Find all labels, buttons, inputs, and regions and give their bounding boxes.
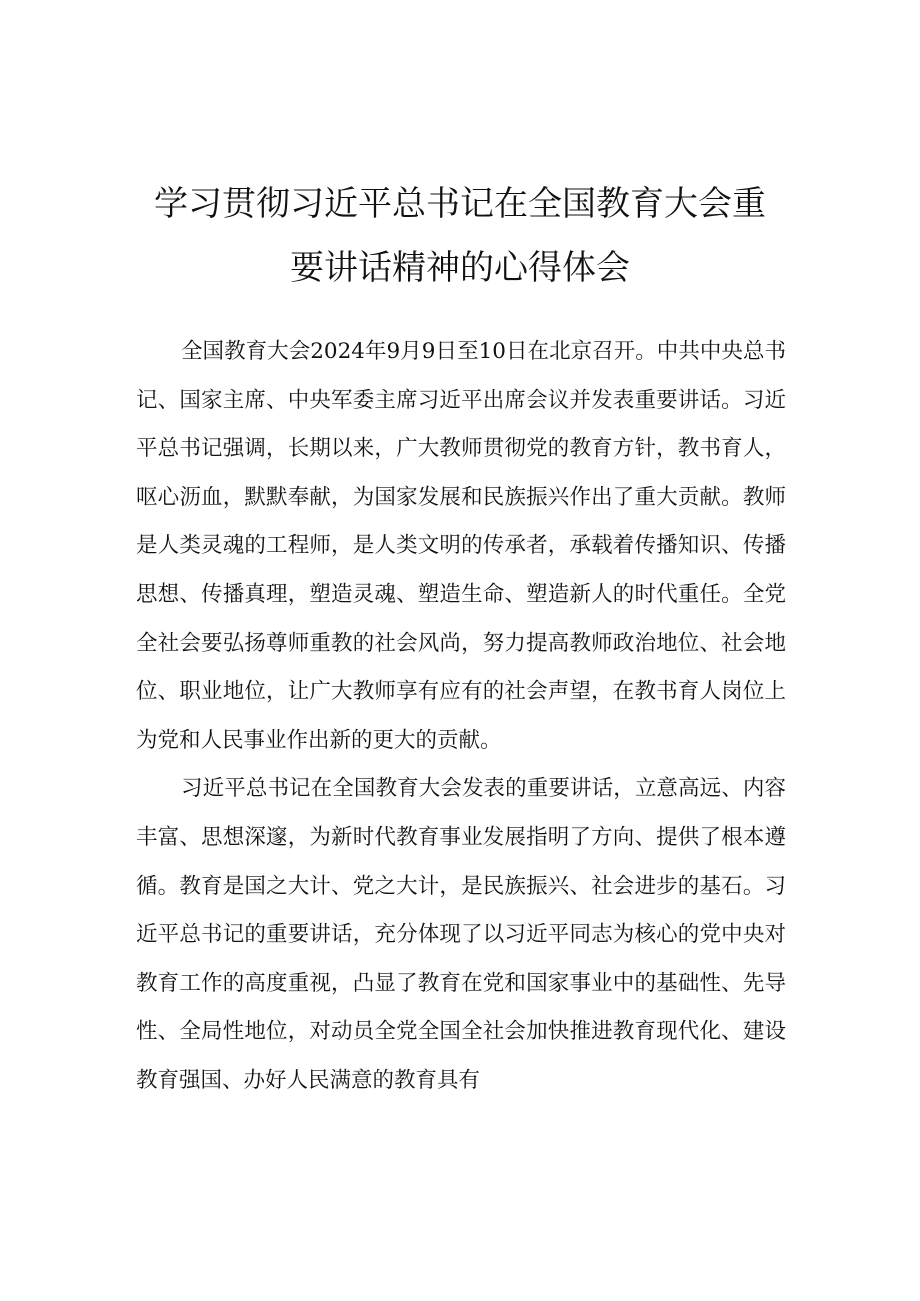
paragraph-2: 习近平总书记在全国教育大会发表的重要讲话，立意高远、内容丰富、思想深邃，为新时代教育事业发展指明了方向、提供了根本遵循。教育是国之大计、党之大计，是民族振兴、社会进步的基石。习近平总书记的重要讲话，充分体现了以习近平同志为核心的党中央对教育工作的高度重视，凸显了教育在党和国家事业中的基础性、先导性、全局性地位，对动员全党全国全社会加快推进教育现代化、建设教育强国、办好人民满意的教育具有: [136, 776, 786, 1093]
document-title: [130, 172, 790, 300]
title-line-1: 学习贯彻习近平总书记在全国教育大会重: [154, 184, 766, 224]
document-body: [136, 328, 786, 1106]
title-line-2: 要讲话精神的心得体会: [290, 248, 630, 288]
paragraph-1: 全国教育大会2024年9月9日至10日在北京召开。中共中央总书记、国家主席、中央军委主席习近平出席会议并发表重要讲话。习近平总书记强调，长期以来，广大教师贯彻党的教育方针，教书育人，呕心沥血，默默奉献，为国家发展和民族振兴作出了重大贡献。教师是人类灵魂的工程师，是人类文明的传承者，承载着传播知识、传播思想、传播真理，塑造灵魂、塑造生命、塑造新人的时代重任。全党全社会要弘扬尊师重教的社会风尚，努力提高教师政治地位、社会地位、职业地位，让广大教师享有应有的社会声望，在教书育人岗位上为党和人民事业作出新的更大的贡献。: [136, 339, 786, 753]
